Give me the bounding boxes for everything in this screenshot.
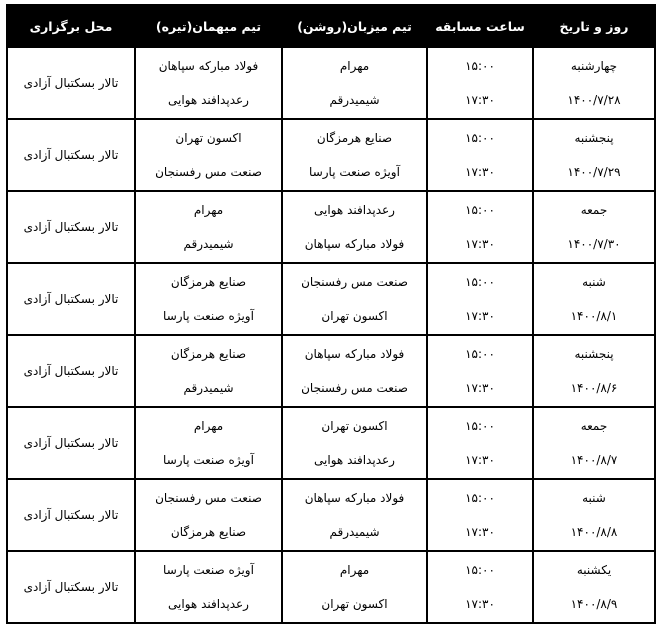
second-away-team: آویژه صنعت پارسا (163, 309, 254, 323)
date-label: ۱۴۰۰/۷/۲۹ (567, 165, 621, 179)
home-team-cell (282, 47, 427, 119)
second-match-time: ۱۷:۳۰ (465, 381, 495, 395)
first-match-time: ۱۵:۰۰ (465, 59, 495, 73)
date-cell (533, 191, 655, 263)
home-team-cell (282, 407, 427, 479)
table-row (7, 119, 655, 191)
second-away-team: شیمیدرقم (183, 237, 234, 251)
home-team-cell (282, 191, 427, 263)
day-label: چهارشنبه (570, 59, 618, 73)
away-team-cell (135, 191, 282, 263)
date-cell (533, 119, 655, 191)
second-home-team: شیمیدرقم (329, 525, 380, 539)
first-away-team: مهرام (193, 419, 224, 433)
second-match-time: ۱۷:۳۰ (465, 237, 495, 251)
second-home-team: فولاد مبارکه سپاهان (304, 237, 405, 251)
first-home-team: فولاد مبارکه سپاهان (304, 347, 405, 361)
time-cell (427, 263, 533, 335)
date-cell (533, 335, 655, 407)
home-team-cell (282, 119, 427, 191)
away-team-cell (135, 47, 282, 119)
day-label: یکشنبه (576, 563, 612, 577)
venue-cell: تالار بسکتبال آزادی (7, 407, 135, 479)
venue-cell: تالار بسکتبال آزادی (7, 191, 135, 263)
time-cell (427, 47, 533, 119)
time-cell (427, 191, 533, 263)
away-team-cell (135, 479, 282, 551)
first-home-team: صنعت مس رفسنجان (301, 275, 408, 289)
away-team-cell (135, 335, 282, 407)
first-home-team: رعدپدافند هوایی (314, 203, 395, 217)
second-home-team: رعدپدافند هوایی (314, 453, 395, 467)
venue-cell: تالار بسکتبال آزادی (7, 119, 135, 191)
away-team-cell (135, 263, 282, 335)
first-away-team: اکسون تهران (175, 131, 242, 145)
table-row (7, 479, 655, 551)
second-match-time: ۱۷:۳۰ (465, 93, 495, 107)
second-match-time: ۱۷:۳۰ (465, 597, 495, 611)
home-team-cell (282, 479, 427, 551)
date-cell (533, 263, 655, 335)
time-cell (427, 407, 533, 479)
second-home-team: صنعت مس رفسنجان (301, 381, 408, 395)
first-home-team: صنایع هرمزگان (316, 131, 393, 145)
day-label: جمعه (580, 419, 608, 433)
date-cell (533, 479, 655, 551)
day-label: پنجشنبه (574, 347, 614, 361)
home-team-cell (282, 335, 427, 407)
venue-cell: تالار بسکتبال آزادی (7, 335, 135, 407)
table-row (7, 407, 655, 479)
second-home-team: اکسون تهران (321, 309, 388, 323)
second-away-team: رعدپدافند هوایی (168, 93, 249, 107)
day-label: شنبه (582, 491, 606, 505)
second-away-team: صنایع هرمزگان (170, 525, 247, 539)
header-row (7, 5, 655, 47)
day-label: شنبه (582, 275, 606, 289)
first-match-time: ۱۵:۰۰ (465, 131, 495, 145)
venue-cell: تالار بسکتبال آزادی (7, 47, 135, 119)
first-away-team: صنعت مس رفسنجان (155, 491, 262, 505)
first-match-time: ۱۵:۰۰ (465, 491, 495, 505)
date-label: ۱۴۰۰/۷/۲۸ (567, 93, 621, 107)
second-match-time: ۱۷:۳۰ (465, 165, 495, 179)
date-cell (533, 551, 655, 623)
first-home-team: مهرام (339, 59, 370, 73)
second-match-time: ۱۷:۳۰ (465, 309, 495, 323)
date-cell (533, 47, 655, 119)
time-cell (427, 551, 533, 623)
first-home-team: مهرام (339, 563, 370, 577)
header-venue: محل برگزاری (7, 5, 135, 47)
venue-cell: تالار بسکتبال آزادی (7, 551, 135, 623)
first-match-time: ۱۵:۰۰ (465, 203, 495, 217)
first-away-team: صنایع هرمزگان (170, 275, 247, 289)
first-match-time: ۱۵:۰۰ (465, 275, 495, 289)
time-cell (427, 479, 533, 551)
second-match-time: ۱۷:۳۰ (465, 453, 495, 467)
header-home-team: تیم میزبان(روشن) (282, 5, 427, 47)
table-row (7, 191, 655, 263)
away-team-cell (135, 407, 282, 479)
table-row (7, 335, 655, 407)
date-label: ۱۴۰۰/۸/۹ (570, 597, 618, 611)
first-away-team: فولاد مبارکه سپاهان (158, 59, 259, 73)
first-match-time: ۱۵:۰۰ (465, 347, 495, 361)
date-label: ۱۴۰۰/۸/۱ (570, 309, 618, 323)
second-home-team: اکسون تهران (321, 597, 388, 611)
date-label: ۱۴۰۰/۸/۷ (570, 453, 618, 467)
first-away-team: مهرام (193, 203, 224, 217)
table-row (7, 47, 655, 119)
second-away-team: شیمیدرقم (183, 381, 234, 395)
table-row (7, 263, 655, 335)
table-row (7, 551, 655, 623)
header-time: ساعت مسابقه (427, 5, 533, 47)
home-team-cell (282, 551, 427, 623)
date-label: ۱۴۰۰/۷/۳۰ (567, 237, 621, 251)
date-cell (533, 407, 655, 479)
header-date: روز و تاریخ (533, 5, 655, 47)
first-match-time: ۱۵:۰۰ (465, 563, 495, 577)
date-label: ۱۴۰۰/۸/۶ (570, 381, 618, 395)
second-away-team: آویژه صنعت پارسا (163, 453, 254, 467)
home-team-cell (282, 263, 427, 335)
venue-cell: تالار بسکتبال آزادی (7, 263, 135, 335)
venue-cell: تالار بسکتبال آزادی (7, 479, 135, 551)
time-cell (427, 335, 533, 407)
time-cell (427, 119, 533, 191)
away-team-cell (135, 551, 282, 623)
first-match-time: ۱۵:۰۰ (465, 419, 495, 433)
day-label: پنجشنبه (574, 131, 614, 145)
date-label: ۱۴۰۰/۸/۸ (570, 525, 618, 539)
second-away-team: رعدپدافند هوایی (168, 597, 249, 611)
first-home-team: فولاد مبارکه سپاهان (304, 491, 405, 505)
second-away-team: صنعت مس رفسنجان (155, 165, 262, 179)
first-home-team: اکسون تهران (321, 419, 388, 433)
second-home-team: آویژه صنعت پارسا (309, 165, 400, 179)
schedule-table (6, 4, 656, 624)
first-away-team: آویژه صنعت پارسا (163, 563, 254, 577)
day-label: جمعه (580, 203, 608, 217)
away-team-cell (135, 119, 282, 191)
second-home-team: شیمیدرقم (329, 93, 380, 107)
first-away-team: صنایع هرمزگان (170, 347, 247, 361)
header-away-team: تیم میهمان(تیره) (135, 5, 282, 47)
second-match-time: ۱۷:۳۰ (465, 525, 495, 539)
